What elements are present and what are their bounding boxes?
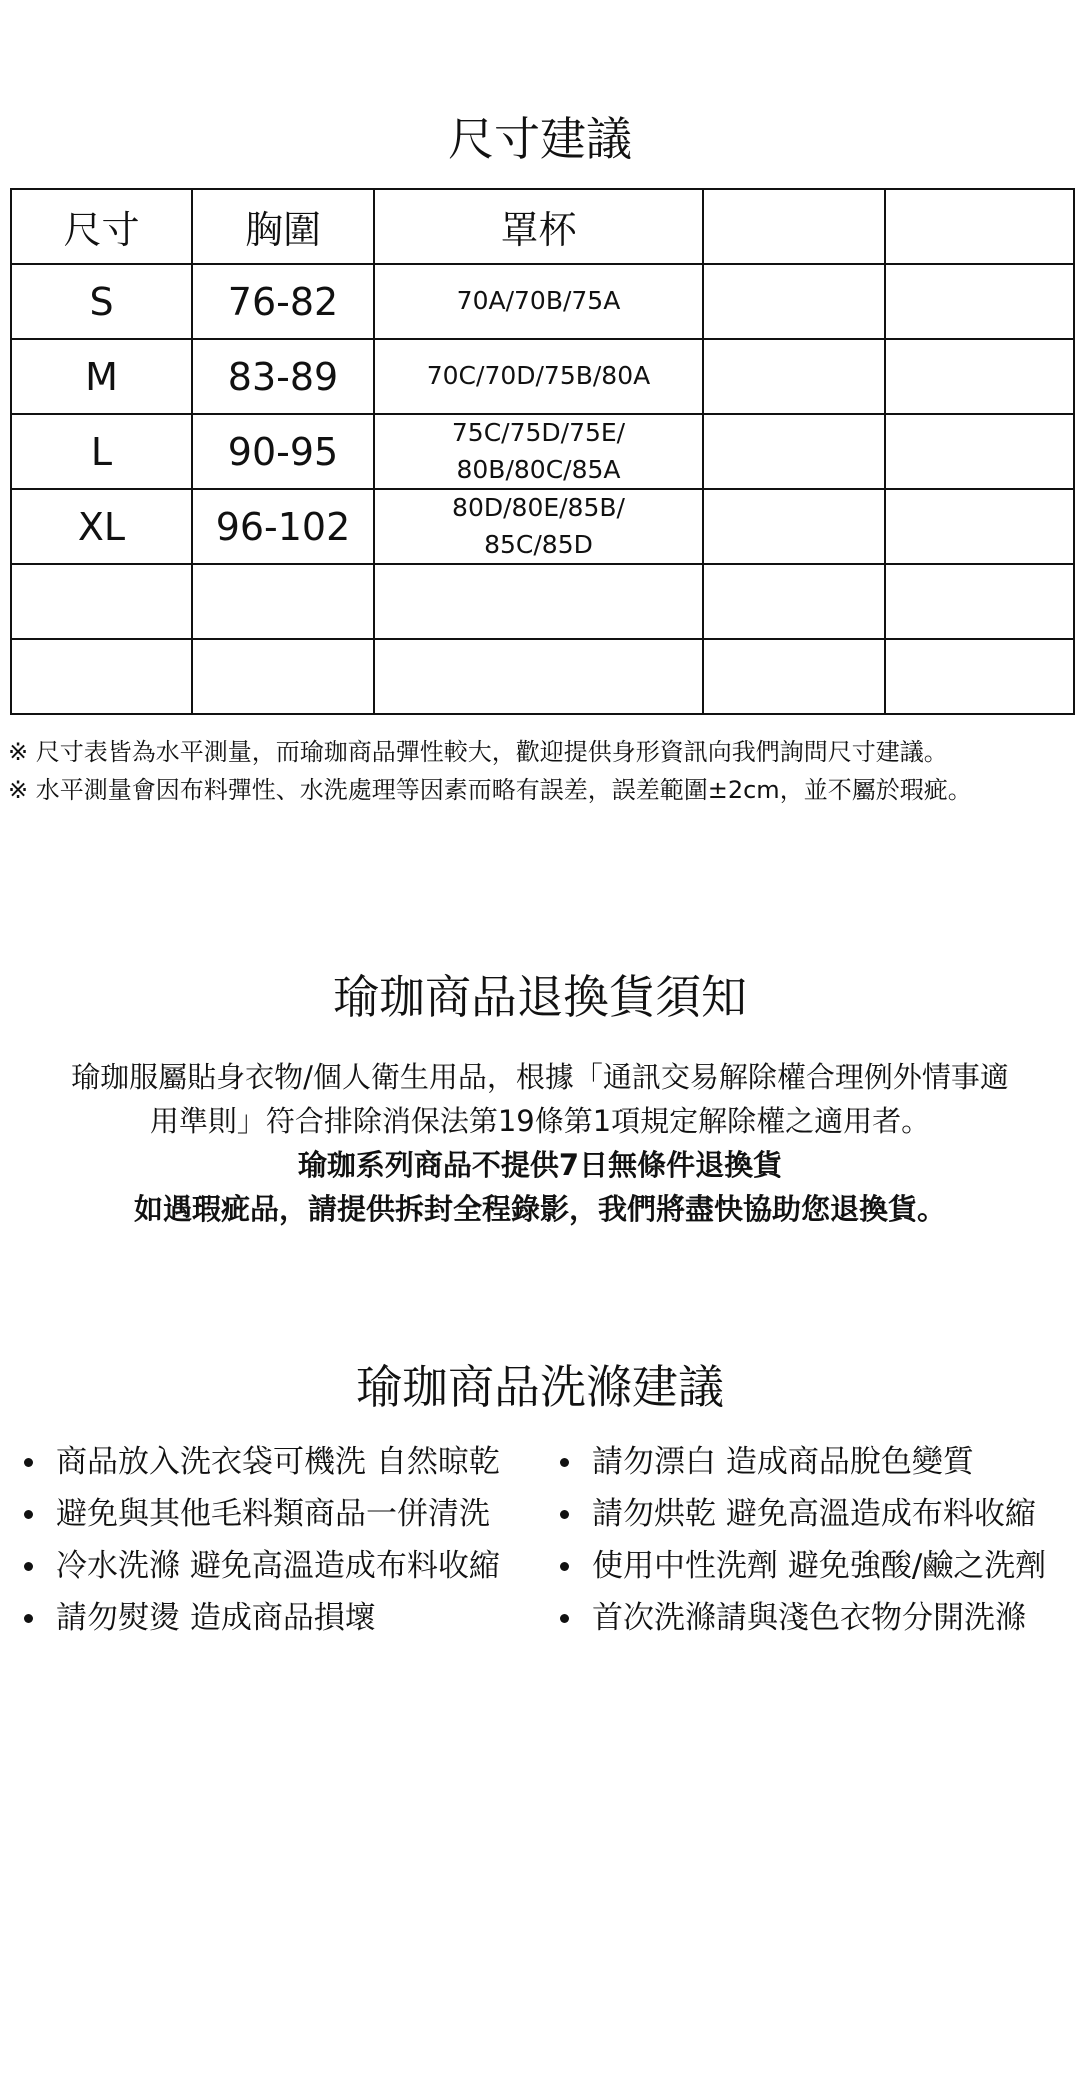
header-empty xyxy=(885,189,1074,264)
empty-cell xyxy=(885,339,1074,414)
empty-cell xyxy=(885,639,1074,714)
bust-cell: 76-82 xyxy=(192,264,374,339)
size-cell xyxy=(11,639,192,714)
list-item xyxy=(24,1436,564,1488)
empty-cell xyxy=(703,339,885,414)
wash-care-title: 瑜珈商品洗滌建議 xyxy=(356,1360,724,1414)
list-item xyxy=(560,1436,1080,1488)
empty-cell xyxy=(885,564,1074,639)
size-notes xyxy=(8,733,1078,809)
wash-care-list-right xyxy=(560,1436,1080,1644)
wash-care-item: 首次洗滌請與淺色衣物分開洗滌 xyxy=(592,1600,1026,1636)
size-note: ※ 水平測量會因布料彈性、水洗處理等因素而略有誤差，誤差範圍±2cm，並不屬於瑕疵。 xyxy=(8,776,972,804)
bust-cell: 83-89 xyxy=(192,339,374,414)
list-item xyxy=(560,1488,1080,1540)
table-row xyxy=(11,489,1074,564)
cup-cell: 75C/75D/75E/ 80B/80C/85A xyxy=(374,414,703,489)
cup-cell xyxy=(374,639,703,714)
size-cell xyxy=(11,564,192,639)
empty-cell xyxy=(703,639,885,714)
empty-cell xyxy=(703,414,885,489)
size-chart-table xyxy=(10,188,1075,715)
table-row xyxy=(11,264,1074,339)
bust-cell xyxy=(192,639,374,714)
bullet-icon xyxy=(560,1562,569,1571)
size-cell: XL xyxy=(11,489,192,564)
size-cell: M xyxy=(11,339,192,414)
table-header-row xyxy=(11,189,1074,264)
bullet-icon xyxy=(24,1614,33,1623)
wash-care-item: 使用中性洗劑 避免強酸/鹼之洗劑 xyxy=(592,1548,1047,1584)
empty-cell xyxy=(885,489,1074,564)
cup-cell xyxy=(374,564,703,639)
empty-cell xyxy=(703,489,885,564)
empty-cell xyxy=(703,564,885,639)
wash-care-item: 請勿烘乾 避免高溫造成布料收縮 xyxy=(592,1496,1036,1532)
size-chart-title: 尺寸建議 xyxy=(448,112,632,166)
return-policy-body xyxy=(10,1055,1070,1231)
list-item xyxy=(24,1592,564,1644)
return-policy-title: 瑜珈商品退換貨須知 xyxy=(333,970,747,1024)
size-cell: L xyxy=(11,414,192,489)
table-row xyxy=(11,339,1074,414)
header-empty xyxy=(703,189,885,264)
return-policy-emphasis: 瑜珈系列商品不提供7日無條件退換貨 xyxy=(297,1148,783,1182)
header-cup: 罩杯 xyxy=(374,189,703,264)
empty-cell xyxy=(703,264,885,339)
wash-care-list-left xyxy=(24,1436,564,1644)
bullet-icon xyxy=(560,1458,569,1467)
cup-cell: 70A/70B/75A xyxy=(374,264,703,339)
bullet-icon xyxy=(560,1510,569,1519)
bullet-icon xyxy=(24,1458,33,1467)
return-policy-text: 用準則」符合排除消保法第19條第1項規定解除權之適用者。 xyxy=(149,1104,931,1138)
empty-cell xyxy=(885,414,1074,489)
bullet-icon xyxy=(560,1614,569,1623)
cup-cell: 70C/70D/75B/80A xyxy=(374,339,703,414)
table-row xyxy=(11,414,1074,489)
bullet-icon xyxy=(24,1510,33,1519)
cup-cell: 80D/80E/85B/ 85C/85D xyxy=(374,489,703,564)
list-item xyxy=(560,1592,1080,1644)
wash-care-item: 商品放入洗衣袋可機洗 自然晾乾 xyxy=(56,1444,500,1480)
wash-care-item: 避免與其他毛料類商品一併清洗 xyxy=(56,1496,490,1532)
header-bust: 胸圍 xyxy=(192,189,374,264)
bullet-icon xyxy=(24,1562,33,1571)
bust-cell: 90-95 xyxy=(192,414,374,489)
wash-care-item: 請勿熨燙 造成商品損壞 xyxy=(56,1600,376,1636)
list-item xyxy=(560,1540,1080,1592)
return-policy-text: 瑜珈服屬貼身衣物/個人衛生用品，根據「通訊交易解除權合理例外情事適 xyxy=(71,1060,1009,1094)
return-policy-emphasis: 如遇瑕疵品，請提供拆封全程錄影，我們將盡快協助您退換貨。 xyxy=(133,1192,946,1226)
size-cell: S xyxy=(11,264,192,339)
table-row xyxy=(11,639,1074,714)
bust-cell: 96-102 xyxy=(192,489,374,564)
wash-care-item: 請勿漂白 造成商品脫色變質 xyxy=(592,1444,974,1480)
header-size: 尺寸 xyxy=(11,189,192,264)
list-item xyxy=(24,1488,564,1540)
empty-cell xyxy=(885,264,1074,339)
table-row xyxy=(11,564,1074,639)
size-note: ※ 尺寸表皆為水平測量，而瑜珈商品彈性較大，歡迎提供身形資訊向我們詢問尺寸建議。 xyxy=(8,738,948,766)
bust-cell xyxy=(192,564,374,639)
wash-care-item: 冷水洗滌 避免高溫造成布料收縮 xyxy=(56,1548,500,1584)
list-item xyxy=(24,1540,564,1592)
